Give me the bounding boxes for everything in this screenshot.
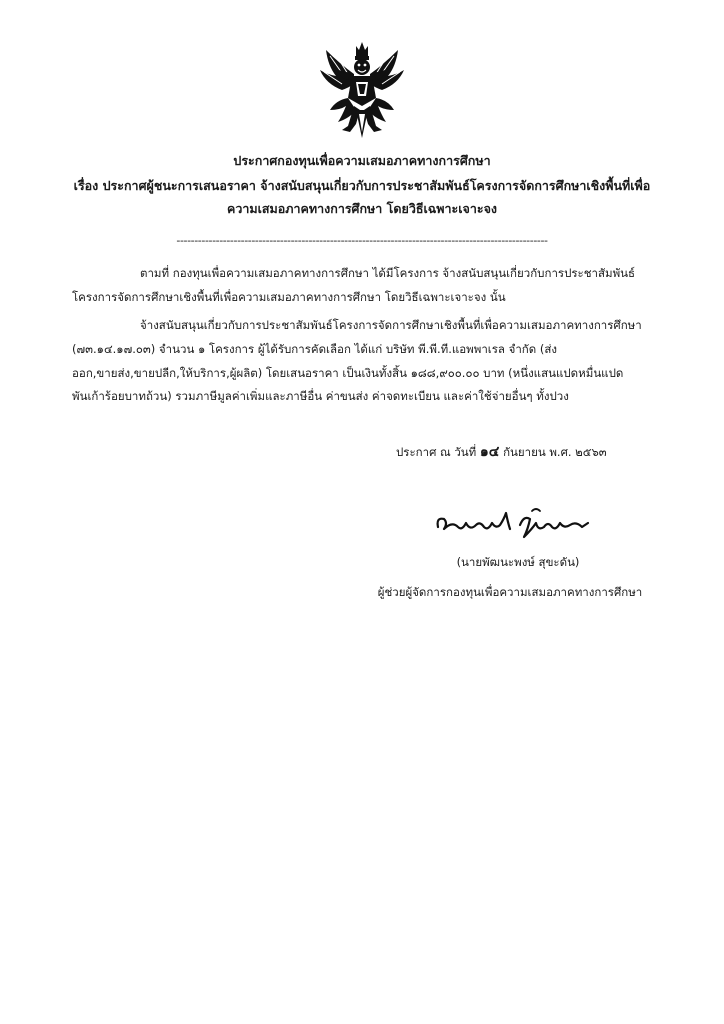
paragraph-2-line-1: จ้างสนับสนุนเกี่ยวกับการประชาสัมพันธ์โครงการจัดการศึกษาเชิงพื้นที่เพื่อความเสมอภาคทางการศึกษา bbox=[140, 318, 642, 332]
date-prefix: ประกาศ ณ วันที่ bbox=[396, 445, 477, 459]
date-day: ๑๔ bbox=[479, 444, 500, 460]
announcement-date bbox=[396, 443, 607, 461]
announcement-heading: ประกาศกองทุนเพื่อความเสมอภาคทางการศึกษา bbox=[233, 153, 491, 168]
date-month-year: กันยายน พ.ศ. ๒๕๖๓ bbox=[503, 445, 607, 459]
separator-line: -------------------------------------------------------------------------------------------------------- bbox=[176, 234, 548, 247]
subject-line: เรื่อง ประกาศผู้ชนะการเสนอราคา จ้างสนับสนุนเกี่ยวกับการประชาสัมพันธ์โครงการจัดการศึกษาเชิงพื้นที่เพื่อ bbox=[73, 178, 651, 193]
signer-name: (นายพัฒนะพงษ์ สุขะดัน) bbox=[456, 555, 580, 569]
paragraph-2-line-4: พันเก้าร้อยบาทถ้วน) รวมภาษีมูลค่าเพิ่มและภาษีอื่น ค่าขนส่ง ค่าจดทะเบียน และค่าใช้จ่ายอื่นๆ ทั้งปวง bbox=[72, 389, 569, 403]
paragraph-2-line-2: (๗๓.๑๔.๑๗.๐๓) จำนวน ๑ โครงการ ผู้ได้รับการคัดเลือก ได้แก่ บริษัท พี.พี.ที.แอพพาเรล จำกัด (ส่ง bbox=[72, 342, 557, 356]
subject-line-continued: ความเสมอภาคทางการศึกษา โดยวิธีเฉพาะเจาะจง bbox=[226, 201, 497, 216]
paragraph-1-line-2: โครงการจัดการศึกษาเชิงพื้นที่เพื่อความเสมอภาคทางการศึกษา โดยวิธีเฉพาะเจาะจง นั้น bbox=[72, 290, 506, 304]
handwritten-signature-icon bbox=[432, 503, 592, 543]
signer-title: ผู้ช่วยผู้จัดการกองทุนเพื่อความเสมอภาคทางการศึกษา bbox=[377, 585, 643, 599]
paragraph-2-line-3: ออก,ขายส่ง,ขายปลีก,ให้บริการ,ผู้ผลิต) โดยเสนอราคา เป็นเงินทั้งสิ้น ๑๘๘,๙๐๐.๐๐ บาท (หนึ่งแสนแปดหมื่นแปด bbox=[72, 366, 624, 380]
garuda-emblem-icon bbox=[316, 40, 408, 142]
paragraph-1-line-1: ตามที่ กองทุนเพื่อความเสมอภาคทางการศึกษา ได้มีโครงการ จ้างสนับสนุนเกี่ยวกับการประชาสัมพันธ์ bbox=[140, 266, 636, 280]
